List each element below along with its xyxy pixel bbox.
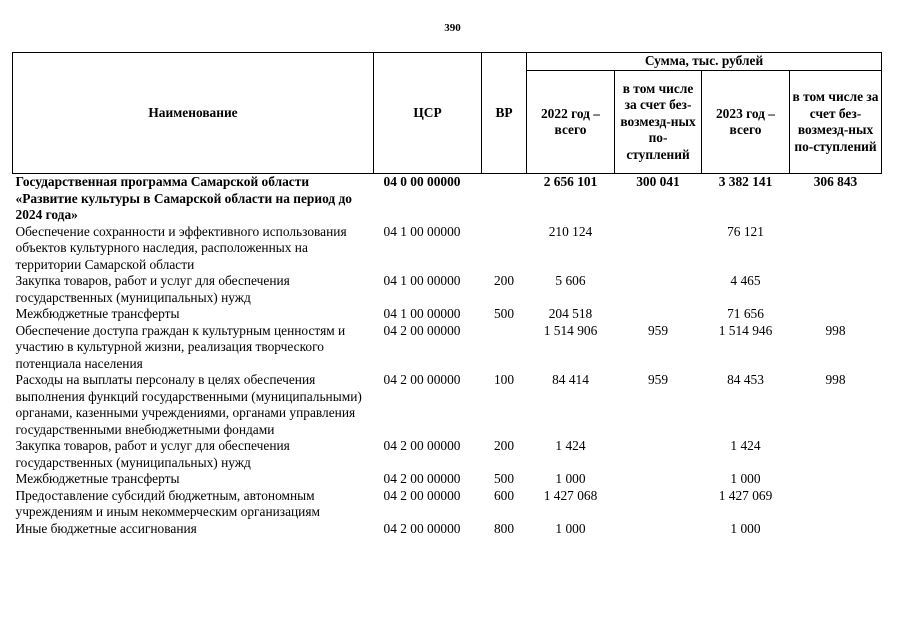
row-vr-cell bbox=[482, 174, 527, 224]
row-2022-total-cell: 84 414 bbox=[552, 372, 589, 387]
row-name-cell: Иные бюджетные ассигнования bbox=[15, 520, 197, 536]
row-vr-cell bbox=[482, 323, 527, 373]
row-csr-cell: 04 0 00 00000 bbox=[383, 174, 461, 189]
row-2023-total-cell: 1 000 bbox=[730, 471, 761, 486]
row-vr-cell: 800 bbox=[493, 520, 515, 536]
row-2023-total-cell: 71 656 bbox=[727, 306, 764, 321]
table-row bbox=[13, 438, 882, 471]
page-number: 390 bbox=[444, 22, 461, 34]
row-name-cell: Межбюджетные трансферты bbox=[15, 471, 180, 486]
row-csr-cell: 04 2 00 00000 bbox=[383, 322, 461, 338]
row-2023-total-cell: 1 000 bbox=[730, 520, 761, 536]
table-row bbox=[13, 174, 882, 224]
table-row bbox=[13, 471, 882, 488]
budget-table bbox=[12, 52, 882, 537]
col-header-csr: ЦСР bbox=[374, 53, 482, 174]
row-2022-total-cell: 1 000 bbox=[555, 471, 586, 486]
row-2023-gratuitous-cell bbox=[790, 306, 882, 323]
row-2022-gratuitous-cell bbox=[615, 488, 702, 521]
table-row bbox=[13, 306, 882, 323]
row-2022-gratuitous-cell: 959 bbox=[647, 372, 669, 387]
col-header-2023-gratuitous: в том числе за счет без-возмезд-ных по-ступлений bbox=[790, 71, 882, 174]
row-name-cell: Обеспечение сохранности и эффективного использования объектов культурного наследия, расположенных на территории Самарской области bbox=[15, 223, 347, 272]
row-csr-cell: 04 2 00 00000 bbox=[383, 471, 461, 486]
row-2023-gratuitous-cell: 306 843 bbox=[813, 174, 858, 189]
row-name-cell: Межбюджетные трансферты bbox=[15, 306, 180, 321]
table-row bbox=[13, 273, 882, 306]
table-row bbox=[13, 488, 882, 521]
row-2022-total-cell: 5 606 bbox=[555, 273, 586, 288]
row-2022-gratuitous-cell: 959 bbox=[647, 322, 669, 338]
col-header-2023-total: 2023 год – всего bbox=[702, 71, 790, 174]
row-csr-cell: 04 2 00 00000 bbox=[383, 487, 461, 503]
row-vr-cell: 500 bbox=[493, 471, 515, 486]
row-2022-gratuitous-cell: 300 041 bbox=[636, 174, 680, 189]
row-vr-cell: 500 bbox=[493, 306, 515, 321]
row-2023-gratuitous-cell bbox=[790, 224, 882, 274]
row-vr-cell: 100 bbox=[493, 372, 515, 387]
row-2023-gratuitous-cell bbox=[790, 488, 882, 521]
row-vr-cell: 200 bbox=[493, 273, 515, 288]
row-csr-cell: 04 2 00 00000 bbox=[383, 438, 461, 453]
row-2022-gratuitous-cell bbox=[615, 306, 702, 323]
row-2022-gratuitous-cell bbox=[615, 471, 702, 488]
col-header-sum-group: Сумма, тыс. рублей bbox=[527, 53, 882, 71]
row-2022-gratuitous-cell bbox=[615, 521, 702, 538]
row-2022-gratuitous-cell bbox=[615, 224, 702, 274]
row-csr-cell: 04 1 00 00000 bbox=[383, 223, 461, 239]
row-2023-gratuitous-cell: 998 bbox=[825, 322, 846, 338]
row-2022-total-cell: 1 427 068 bbox=[543, 487, 598, 503]
row-2023-total-cell: 76 121 bbox=[727, 223, 764, 239]
row-2022-gratuitous-cell bbox=[615, 273, 702, 306]
row-csr-cell: 04 2 00 00000 bbox=[383, 372, 461, 387]
col-header-2022-gratuitous: в том числе за счет без-возмезд-ных по-ступлений bbox=[615, 71, 702, 174]
row-vr-cell bbox=[482, 224, 527, 274]
row-2023-total-cell: 1 514 946 bbox=[718, 322, 773, 338]
row-2023-total-cell: 84 453 bbox=[727, 372, 764, 387]
row-vr-cell: 200 bbox=[493, 438, 515, 453]
row-2023-gratuitous-cell bbox=[790, 521, 882, 538]
row-2023-total-cell: 1 427 069 bbox=[718, 487, 773, 503]
row-2023-gratuitous-cell bbox=[790, 471, 882, 488]
row-2023-gratuitous-cell: 998 bbox=[825, 372, 846, 387]
row-2022-total-cell: 1 424 bbox=[555, 438, 586, 453]
row-2023-gratuitous-cell bbox=[790, 273, 882, 306]
row-csr-cell: 04 1 00 00000 bbox=[383, 306, 461, 321]
row-2023-total-cell: 4 465 bbox=[730, 273, 761, 288]
col-header-name: Наименование bbox=[13, 53, 374, 174]
row-2022-total-cell: 1 000 bbox=[555, 520, 586, 536]
row-2023-gratuitous-cell bbox=[790, 438, 882, 471]
row-2023-total-cell: 3 382 141 bbox=[718, 174, 773, 189]
table-row bbox=[13, 224, 882, 274]
col-header-vr: ВР bbox=[482, 53, 527, 174]
table-row bbox=[13, 372, 882, 438]
table-header bbox=[13, 53, 882, 174]
row-csr-cell: 04 2 00 00000 bbox=[383, 520, 461, 536]
table-row bbox=[13, 521, 882, 538]
col-header-2022-total: 2022 год – всего bbox=[527, 71, 615, 174]
row-name-cell: Государственная программа Самарской области «Развитие культуры в Самарской области на период до 2024 года» bbox=[15, 174, 352, 222]
table-body bbox=[13, 174, 882, 538]
row-vr-cell: 600 bbox=[493, 487, 515, 503]
row-2022-total-cell: 210 124 bbox=[548, 223, 593, 239]
row-csr-cell: 04 1 00 00000 bbox=[383, 273, 461, 288]
row-name-cell: Обеспечение доступа граждан к культурным ценностям и участию в культурной жизни, реализация творческого потенциала населения bbox=[15, 322, 346, 371]
row-2022-total-cell: 2 656 101 bbox=[543, 174, 598, 189]
row-name-cell: Расходы на выплаты персоналу в целях обеспечения выполнения функций государственными (муниципальными) органами, казенными учреждениями, органами управления государственными внебюджетными фондами bbox=[15, 372, 362, 437]
table-row bbox=[13, 323, 882, 373]
row-name-cell: Предоставление субсидий бюджетным, автономным учреждениям и иным некоммерческим организациям bbox=[15, 487, 320, 519]
row-2022-gratuitous-cell bbox=[615, 438, 702, 471]
row-name-cell: Закупка товаров, работ и услуг для обеспечения государственных (муниципальных) нужд bbox=[15, 438, 290, 470]
row-2023-total-cell: 1 424 bbox=[730, 438, 761, 453]
row-name-cell: Закупка товаров, работ и услуг для обеспечения государственных (муниципальных) нужд bbox=[15, 273, 290, 305]
row-2022-total-cell: 1 514 906 bbox=[543, 322, 598, 338]
row-2022-total-cell: 204 518 bbox=[548, 306, 593, 321]
